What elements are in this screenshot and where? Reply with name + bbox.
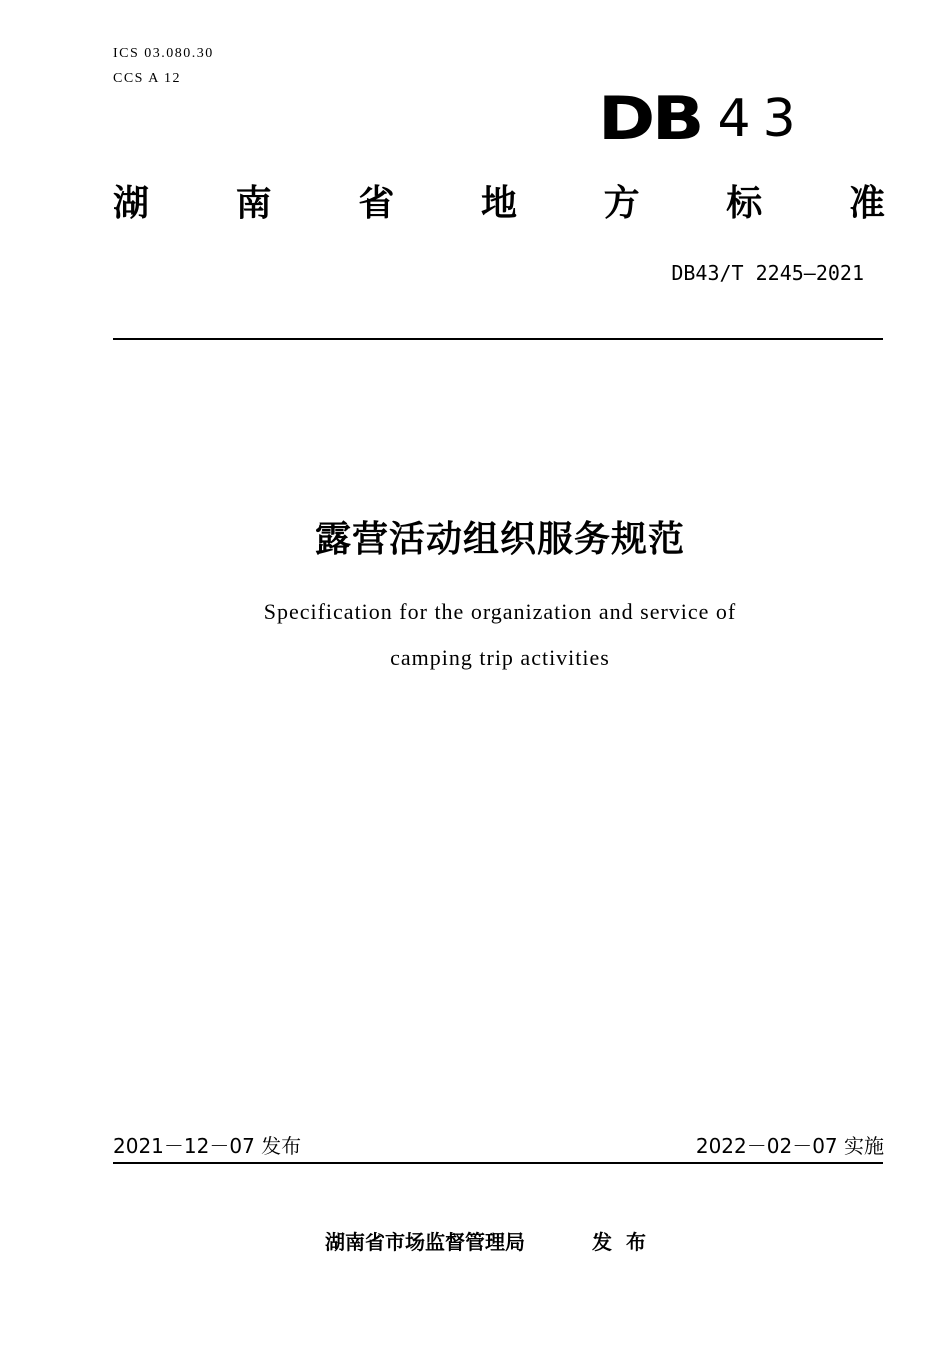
standard-type-char: 地 (480, 183, 517, 224)
standard-type-char: 准 (848, 183, 885, 224)
standard-type-char: 方 (603, 183, 640, 224)
implementation-date: 2022－02－07 实施 (695, 1134, 884, 1158)
standard-type-char: 湖 (113, 183, 150, 224)
ics-code: ICS 03.080.30 (113, 46, 214, 61)
top-divider (113, 338, 883, 340)
document-title-cn: 露营活动组织服务规范 (314, 519, 685, 560)
db-logo-mark: DB (598, 84, 701, 154)
bottom-divider (113, 1162, 883, 1164)
ccs-code: CCS A 12 (113, 71, 182, 86)
standard-type-char: 省 (358, 183, 395, 224)
issuing-authority: 湖南省市场监督管理局 (325, 1230, 525, 1254)
db-logo (598, 84, 808, 154)
standard-type-heading (113, 178, 885, 230)
document-title-en-line2: camping trip activities (390, 645, 610, 670)
standard-number: DB43/T 2245—2021 (671, 261, 864, 285)
standard-type-char: 南 (235, 183, 272, 224)
standard-type-char: 标 (726, 183, 763, 224)
document-title-en-line1: Specification for the organization and service of (263, 599, 737, 624)
db-province-code: 43 (717, 89, 808, 149)
issue-date: 2021－12－07 发布 (113, 1134, 302, 1158)
issuing-verb: 发布 (592, 1230, 660, 1254)
